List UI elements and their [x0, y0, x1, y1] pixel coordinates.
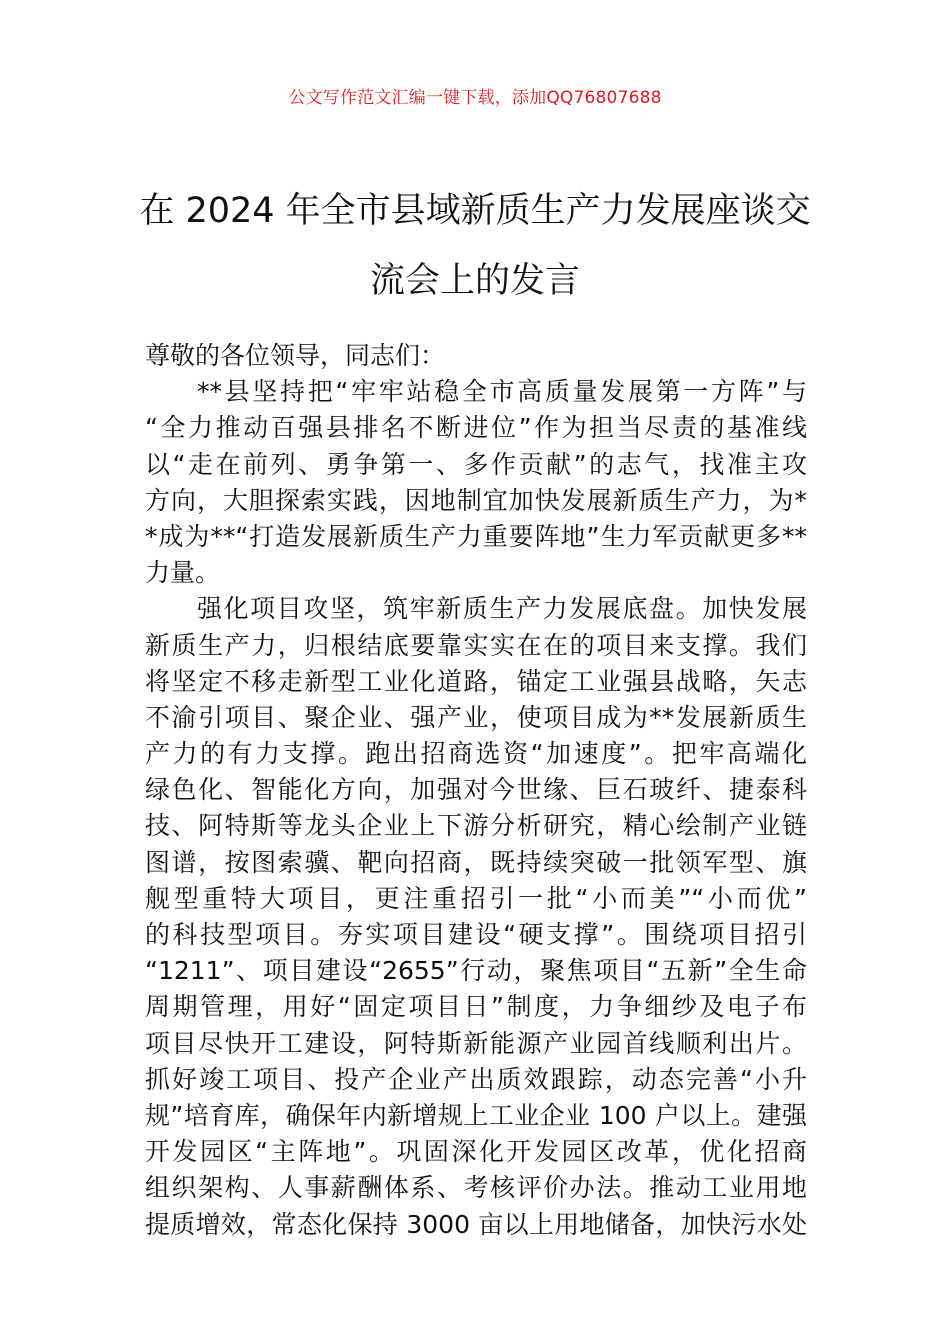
title-line: 在 2024 年全市县域新质生产力发展座谈交	[139, 191, 811, 231]
watermark-banner: 公文写作范文汇编一键下载，添加QQ76807688	[288, 88, 662, 108]
document-title	[120, 176, 830, 316]
paragraph-line: 将坚定不移走新型工业化道路，锚定工业强县战略，矢志	[145, 666, 807, 696]
paragraph-line: **县坚持把“牢牢站稳全市高质量发展第一方阵”与	[197, 377, 807, 407]
paragraph-line: 舰型重特大项目，更注重招引一批“小而美”“小而优”	[145, 883, 807, 913]
paragraph-line: 不渝引项目、聚企业、强产业，使项目成为**发展新质生	[145, 702, 807, 732]
salutation: 尊敬的各位领导，同志们：	[145, 341, 446, 370]
paragraph-line: 绿色化、智能化方向，加强对今世缘、巨石玻纤、捷泰科	[145, 775, 807, 805]
paragraph-line: 的科技型项目。夯实项目建设“硬支撑”。围绕项目招引	[145, 920, 807, 949]
paragraph-line: “全力推动百强县排名不断进位”作为担当尽责的基准线	[145, 413, 807, 443]
document-body	[145, 338, 807, 1243]
paragraph-line: 规”培育库，确保年内新增规上工业企业 100 户以上。建强	[145, 1100, 807, 1130]
paragraph-line: 以“走在前列、勇争第一、多作贡献”的志气，找准主攻	[145, 449, 807, 479]
paragraph-line: “1211”、项目建设“2655”行动，聚焦项目“五新”全生命	[145, 956, 807, 986]
paragraph-1	[145, 374, 807, 591]
paragraph-line: 项目尽快开工建设，阿特斯新能源产业园首线顺利出片。	[145, 1028, 807, 1058]
title-line: 流会上的发言	[369, 261, 580, 301]
paragraph-line: 开发园区“主阵地”。巩固深化开发园区改革，优化招商	[145, 1137, 807, 1167]
paragraph-line: 力量。	[145, 558, 221, 588]
paragraph-line: *成为**“打造发展新质生产力重要阵地”生力军贡献更多**	[145, 521, 807, 551]
paragraph-line: 图谱，按图索骥、靶向招商，既持续突破一批领军型、旗	[145, 847, 807, 877]
paragraph-line: 方向，大胆探索实践，因地制宜加快发展新质生产力，为*	[145, 485, 807, 515]
paragraph-2	[145, 591, 807, 1242]
paragraph-line: 产力的有力支撑。跑出招商选资“加速度”。把牢高端化	[145, 739, 807, 769]
paragraph-line: 新质生产力，归根结底要靠实实在在的项目来支撑。我们	[145, 630, 807, 660]
paragraph-line: 组织架构、人事薪酬体系、考核评价办法。推动工业用地	[145, 1173, 807, 1203]
paragraph-line: 抓好竣工项目、投产企业产出质效跟踪，动态完善“小升	[145, 1064, 807, 1094]
paragraph-line: 提质增效，常态化保持 3000 亩以上用地储备，加快污水处	[145, 1209, 807, 1239]
paragraph-line: 技、阿特斯等龙头企业上下游分析研究，精心绘制产业链	[145, 811, 807, 841]
paragraph-line: 强化项目攻坚，筑牢新质生产力发展底盘。加快发展	[197, 594, 807, 624]
paragraph-line: 周期管理，用好“固定项目日”制度，力争细纱及电子布	[145, 992, 807, 1022]
